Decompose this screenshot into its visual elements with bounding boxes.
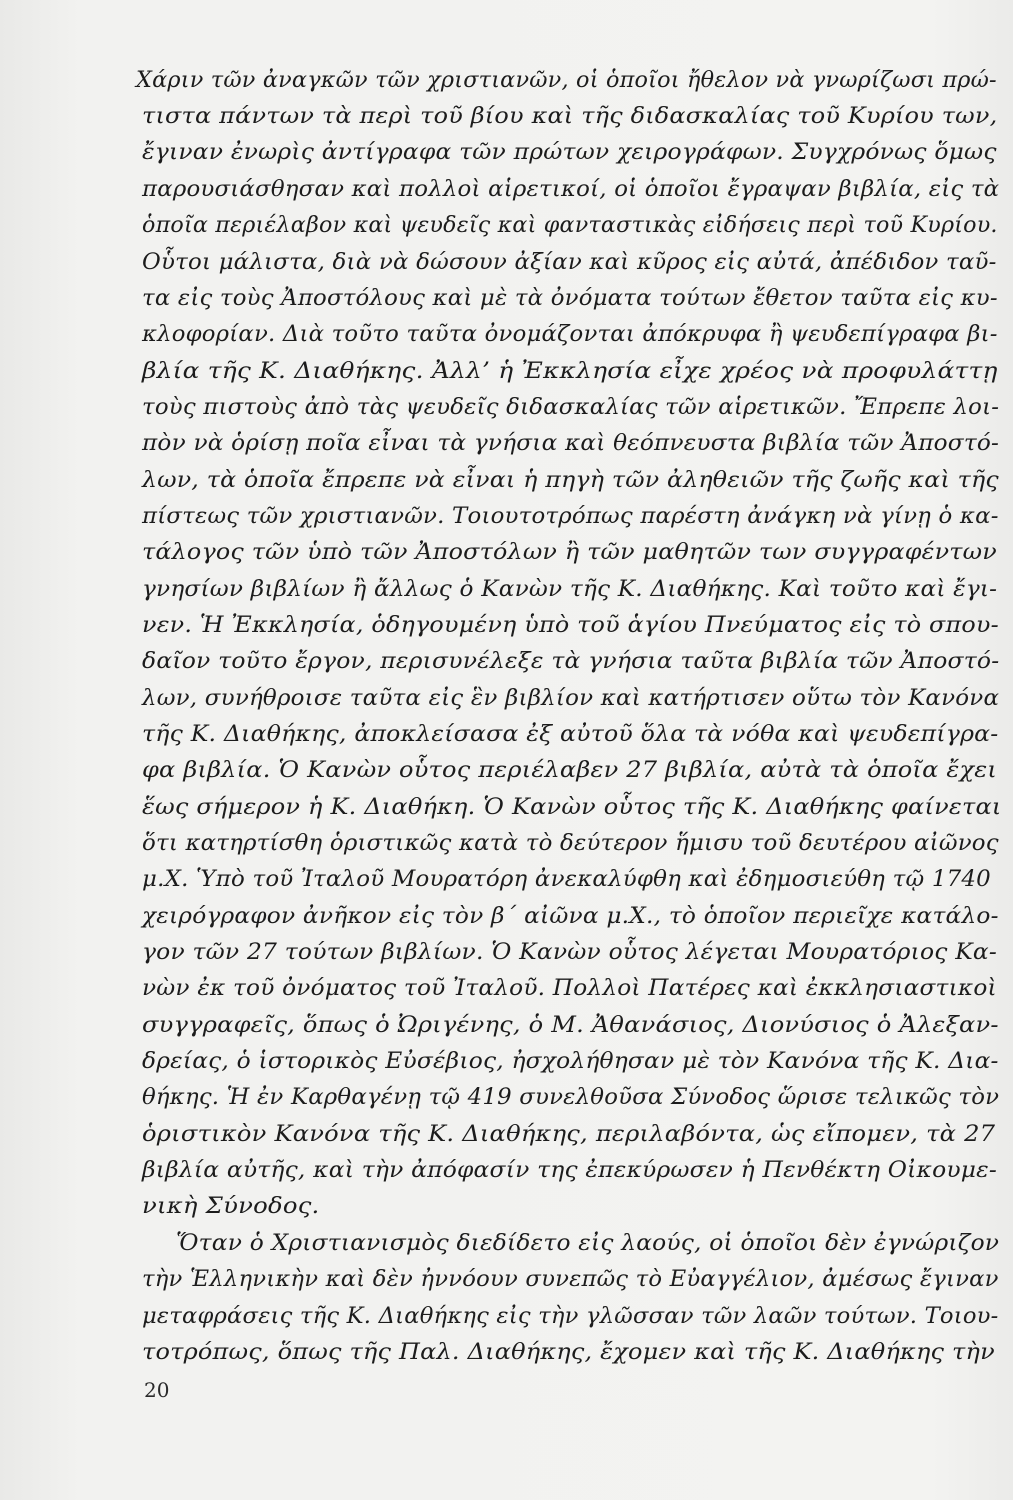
- text-line: συγγραφεῖς, ὅπως ὁ Ὠριγένης, ὁ Μ. Ἀθανάσιος, Διονύσιος ὁ Ἀλεξαν-: [142, 1013, 999, 1038]
- text-line: δαῖον τοῦτο ἔργον, περισυνέλεξε τὰ γνήσια ταῦτα βιβλία τῶν Ἀποστό-: [142, 649, 1000, 674]
- text-line: τοὺς πιστοὺς ἀπὸ τὰς ψευδεῖς διδασκαλίας τῶν αἱρετικῶν. Ἔπρεπε λοι-: [142, 395, 1000, 420]
- text-line: θήκης. Ἡ ἐν Καρθαγένῃ τῷ 419 συνελθοῦσα Σύνοδος ὥρισε τελικῶς τὸν: [142, 1085, 1000, 1110]
- text-line: χειρόγραφον ἀνῆκον εἰς τὸν β΄ αἰῶνα μ.Χ., τὸ ὁποῖον περιεῖχε κατάλο-: [142, 904, 999, 929]
- text-line: μ.Χ. Ὑπὸ τοῦ Ἰταλοῦ Μουρατόρη ἀνεκαλύφθη καὶ ἐδημοσιεύθη τῷ 1740: [142, 867, 991, 892]
- text-line: Ὅταν ὁ Χριστιανισμὸς διεδίδετο εἰς λαούς, οἱ ὁποῖοι δὲν ἐγνώριζον: [176, 1231, 1000, 1256]
- text-line: βλία τῆς Κ. Διαθήκης. Ἀλλ’ ἡ Ἐκκλησία εἶχε χρέος νὰ προφυλάττῃ: [142, 359, 998, 384]
- text-line: τοτρόπως, ὅπως τῆς Παλ. Διαθήκης, ἔχομεν καὶ τῆς Κ. Διαθήκης τὴν: [142, 1340, 995, 1365]
- text-line: πὸν νὰ ὁρίσῃ ποῖα εἶναι τὰ γνήσια καὶ θεόπνευστα βιβλία τῶν Ἀποστό-: [142, 431, 1000, 456]
- text-line: Χάριν τῶν ἀναγκῶν τῶν χριστιανῶν, οἱ ὁποῖοι ἤθελον νὰ γνωρίζωσι πρώ-: [136, 68, 997, 93]
- text-line: γνησίων βιβλίων ἢ ἄλλως ὁ Κανὼν τῆς Κ. Διαθήκης. Καὶ τοῦτο καὶ ἔγι-: [142, 577, 998, 602]
- text-line: νικὴ Σύνοδος.: [142, 1194, 320, 1219]
- text-line: κλοφορίαν. Διὰ τοῦτο ταῦτα ὀνομάζονται ἀπόκρυφα ἢ ψευδεπίγραφα βι-: [142, 322, 998, 347]
- text-line: ἕως σήμερον ἡ Κ. Διαθήκη. Ὁ Κανὼν οὗτος τῆς Κ. Διαθήκης φαίνεται: [142, 795, 1002, 820]
- text-line: ὁποῖα περιέλαβον καὶ ψευδεῖς καὶ φανταστικὰς εἰδήσεις περὶ τοῦ Κυρίου.: [142, 213, 998, 238]
- text-line: πίστεως τῶν χριστιανῶν. Τοιουτοτρόπως παρέστη ἀνάγκη νὰ γίνῃ ὁ κα-: [142, 504, 999, 529]
- text-line: τα εἰς τοὺς Ἀποστόλους καὶ μὲ τὰ ὀνόματα τούτων ἔθετον ταῦτα εἰς κυ-: [142, 286, 998, 311]
- text-line: τιστα πάντων τὰ περὶ τοῦ βίου καὶ τῆς διδασκαλίας τοῦ Κυρίου των,: [142, 104, 998, 129]
- text-line: τὴν Ἑλληνικὴν καὶ δὲν ἠννόουν συνεπῶς τὸ Εὐαγγέλιον, ἀμέσως ἔγιναν: [142, 1267, 999, 1292]
- page-number: 20: [144, 1378, 170, 1402]
- text-line: μεταφράσεις τῆς Κ. Διαθήκης εἰς τὴν γλῶσσαν τῶν λαῶν τούτων. Τοιου-: [142, 1304, 999, 1329]
- text-line: βιβλία αὐτῆς, καὶ τὴν ἀπόφασίν της ἐπεκύρωσεν ἡ Πενθέκτη Οἰκουμε-: [142, 1158, 998, 1183]
- text-line: νὼν ἐκ τοῦ ὀνόματος τοῦ Ἰταλοῦ. Πολλοὶ Πατέρες καὶ ἐκκλησιαστικοὶ: [142, 976, 997, 1001]
- text-line: ὁριστικὸν Κανόνα τῆς Κ. Διαθήκης, περιλαβόντα, ὡς εἴπομεν, τὰ 27: [142, 1122, 996, 1147]
- text-line: ὅτι κατηρτίσθη ὁριστικῶς κατὰ τὸ δεύτερον ἥμισυ τοῦ δευτέρου αἰῶνος: [142, 831, 999, 856]
- text-line: Οὗτοι μάλιστα, διὰ νὰ δώσουν ἀξίαν καὶ κῦρος εἰς αὐτά, ἀπέδιδον ταῦ-: [142, 250, 997, 275]
- text-line: δρείας, ὁ ἱστορικὸς Εὐσέβιος, ἠσχολήθησαν μὲ τὸν Κανόνα τῆς Κ. Δια-: [142, 1049, 999, 1074]
- text-line: φα βιβλία. Ὁ Κανὼν οὗτος περιέλαβεν 27 βιβλία, αὐτὰ τὰ ὁποῖα ἔχει: [142, 758, 997, 783]
- text-line: λων, τὰ ὁποῖα ἔπρεπε νὰ εἶναι ἡ πηγὴ τῶν ἀληθειῶν τῆς ζωῆς καὶ τῆς: [142, 468, 999, 493]
- text-line: ἔγιναν ἐνωρὶς ἀντίγραφα τῶν πρώτων χειρογράφων. Συγχρόνως ὅμως: [142, 140, 997, 165]
- text-line: τάλογος τῶν ὑπὸ τῶν Ἀποστόλων ἢ τῶν μαθητῶν των συγγραφέντων: [142, 540, 997, 565]
- text-line: τῆς Κ. Διαθήκης, ἀποκλείσασα ἐξ αὐτοῦ ὅλα τὰ νόθα καὶ ψευδεπίγρα-: [142, 722, 999, 747]
- text-line: γον τῶν 27 τούτων βιβλίων. Ὁ Κανὼν οὗτος λέγεται Μουρατόριος Κα-: [142, 940, 998, 965]
- text-line: παρουσιάσθησαν καὶ πολλοὶ αἱρετικοί, οἱ ὁποῖοι ἔγραψαν βιβλία, εἰς τὰ: [142, 177, 1000, 202]
- text-line: νεν. Ἡ Ἐκκλησία, ὁδηγουμένη ὑπὸ τοῦ ἁγίου Πνεύματος εἰς τὸ σπου-: [142, 613, 999, 638]
- text-line: λων, συνήθροισε ταῦτα εἰς ἓν βιβλίον καὶ κατήρτισεν οὕτω τὸν Κανόνα: [142, 686, 1000, 711]
